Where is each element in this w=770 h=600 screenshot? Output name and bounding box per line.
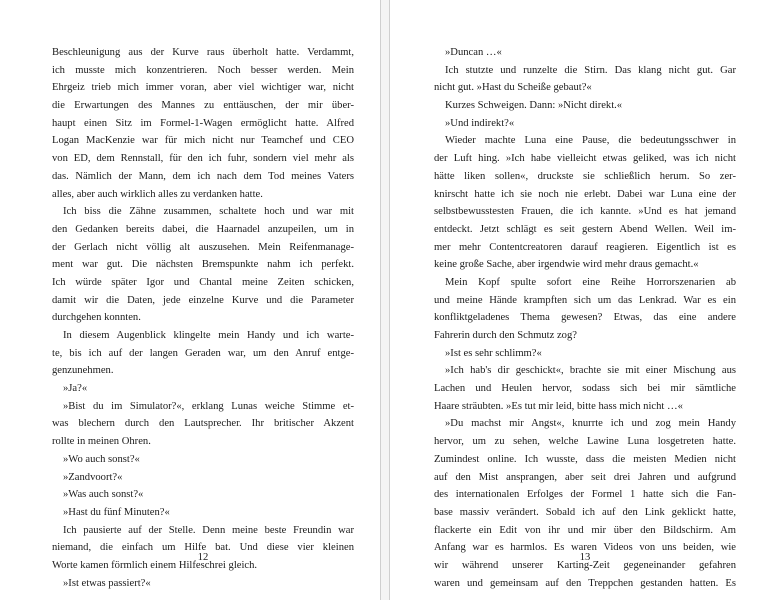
text-line: Worte kamen förmlich einem Hilfeschrei gleich. xyxy=(52,559,258,571)
text-line: genzunehmen. xyxy=(52,365,114,377)
text-line: Wieder machte Luna eine Pause, die bedeutungsschwer in xyxy=(445,135,736,147)
text-line: »Hast du fünf Minuten?« xyxy=(63,506,170,518)
page-number: 13 xyxy=(579,552,591,563)
text-line: haupt einen Sitz im Formel-1-Wagen ermöglicht hatte. Alfred xyxy=(52,117,354,129)
text-line: waren und gemeinsam auf den Treppchen gestanden hatten. Es xyxy=(434,577,736,589)
text-line: Haare sträubten. »Es tut mir leid, bitte hass mich nicht …« xyxy=(434,400,683,412)
text-line: »Ist es sehr schlimm?« xyxy=(445,347,542,359)
text-line: »Du machst mir Angst«, knurrte ich und zog mein Handy xyxy=(445,418,736,430)
text-line: knirscht hatte ich sie noch nie erlebt. Dabei war Luna eine der xyxy=(434,188,736,200)
text-line: keine große Sache, aber irgendwie wird mehr draus gemacht.« xyxy=(434,259,699,271)
text-line: Logan MacKenzie war für mich nicht nur Teamchef und CEO xyxy=(52,135,354,147)
text-line: »Bist du im Simulator?«, erklang Lunas weiche Stimme et- xyxy=(63,400,354,412)
text-line: was blechern durch den Lautsprecher. Ihr britischer Akzent xyxy=(52,418,354,430)
text-line: hätte liken sollen«, druckste sie schließlich herum. So zer- xyxy=(434,170,736,182)
text-line: rollte in meinen Ohren. xyxy=(52,436,151,448)
page-number: 12 xyxy=(197,552,209,563)
text-line: »Ja?« xyxy=(63,383,88,395)
text-line: Ich stutzte und runzelte die Stirn. Das klang nicht gut. Gar xyxy=(445,64,736,76)
text-line: base massiv verändert. Sobald ich auf den Link geklickt hatte, xyxy=(434,506,736,518)
text-line: von ED, dem Rennstall, für den ich fuhr, sondern viel mehr als xyxy=(52,153,354,165)
text-line: Lachen und Heulen hervor, sodass sich bei mir sämtliche xyxy=(434,383,736,395)
text-line: die Erwartungen des Mannes zu enttäuschen, der mir über- xyxy=(52,100,354,112)
text-line: konfliktgeladenes Thema gewesen? Etwas, das eine andere xyxy=(434,312,736,324)
text-line: Ich biss die Zähne zusammen, schaltete hoch und war mit xyxy=(63,206,354,218)
text-line: »Was auch sonst?« xyxy=(63,489,144,501)
text-line: damit wir die Daten, jede einzelne Kurve und die Parameter xyxy=(52,294,354,306)
text-line: flackerte ein Edit von ihr und mir über den Bildschirm. Am xyxy=(434,524,736,536)
text-line: ich musste mich konzentrieren. Noch besser werden. Mein xyxy=(52,64,354,76)
text-line: Zumindest online. Ich wusste, dass die meisten Medien nicht xyxy=(434,453,736,465)
left-page-text xyxy=(52,44,354,592)
text-line: den Gedanken bereits dabei, die Haarnadel anzupeilen, um in xyxy=(52,223,354,235)
left-page xyxy=(0,0,380,600)
text-line: »Ich hab's dir geschickt«, brachte sie mit einer Mischung aus xyxy=(445,365,736,377)
right-page xyxy=(390,0,770,600)
text-line: Beschleunigung aus der Kurve raus überholt hatte. Verdammt, xyxy=(52,47,354,58)
right-page-text xyxy=(434,44,736,592)
text-line: te, bis ich auf der langen Geraden war, um den Anruf entge- xyxy=(52,347,354,359)
text-line: und meine Hände krampften sich um das Lenkrad. War es ein xyxy=(434,294,736,306)
text-line: niemand, die einfach um Hilfe bat. Und diese vier kleinen xyxy=(52,542,354,554)
text-line: Anfang war es harmlos. Es waren Videos von uns beiden, wie xyxy=(434,542,736,554)
text-line: »Wo auch sonst?« xyxy=(63,453,140,465)
text-line: hervor, um zu sehen, welche Lawine Luna losgetreten hatte. xyxy=(434,436,736,448)
text-line: Ich pausierte auf der Stelle. Denn meine beste Freundin war xyxy=(63,524,354,536)
text-line: Ich würde später Igor und Chantal meine Zeiten schicken, xyxy=(52,276,354,288)
text-line: Kurzes Schweigen. Dann: »Nicht direkt.« xyxy=(445,100,623,112)
text-line: auf den Mist ansprangen, aber seit drei Jahren und aufgrund xyxy=(434,471,736,483)
text-line: alles, aber auch wirklich alles zu verdanken hatte. xyxy=(52,188,263,200)
text-line: »Duncan …« xyxy=(445,47,502,58)
text-line: »Zandvoort?« xyxy=(63,471,123,483)
text-line: durchgehen konnten. xyxy=(52,312,141,324)
text-line: der Gerlach nicht völlig alt auszusehen. Mein Reifenmanage- xyxy=(52,241,354,253)
text-line: mer mehr Contentcreatoren darauf reagieren. Eigentlich ist es xyxy=(434,241,736,253)
text-line: wir während unserer Karting-Zeit gegeneinander gefahren xyxy=(434,559,736,571)
text-line: »Und indirekt?« xyxy=(445,117,515,129)
text-line: Ehrgeiz trieb mich immer voran, aber viel wichtiger war, nicht xyxy=(52,82,354,94)
text-line: ment war gut. Die nächsten Bremspunkte nahm ich perfekt. xyxy=(52,259,354,271)
text-line: des internationalen Erfolges der Formel 1 hatte sich die Fan- xyxy=(434,489,736,501)
text-line: nicht gut. »Hast du Scheiße gebaut?« xyxy=(434,82,592,94)
text-line: In diesem Augenblick klingelte mein Handy und ich warte- xyxy=(63,330,354,341)
text-line: der Luft hing. »Ich habe vielleicht etwas geliked, was ich nicht xyxy=(434,153,736,165)
text-line: selbstbewusstesten Frauen, die ich kannte. »Und es hat jemand xyxy=(434,206,736,218)
book-gutter xyxy=(380,0,390,600)
text-line: entdeckt. Jetzt schlägt es seit gestern Abend Wellen. Weil im- xyxy=(434,223,736,235)
text-line: Mein Kopf spulte sofort eine Reihe Horrorszenarien ab xyxy=(445,276,736,288)
text-line: »Ist etwas passiert?« xyxy=(63,577,151,589)
text-line: das. Nämlich der Mann, dem ich nach dem Tod meines Vaters xyxy=(52,170,354,182)
text-line: Fahrerin durch den Schmutz zog? xyxy=(434,330,577,341)
